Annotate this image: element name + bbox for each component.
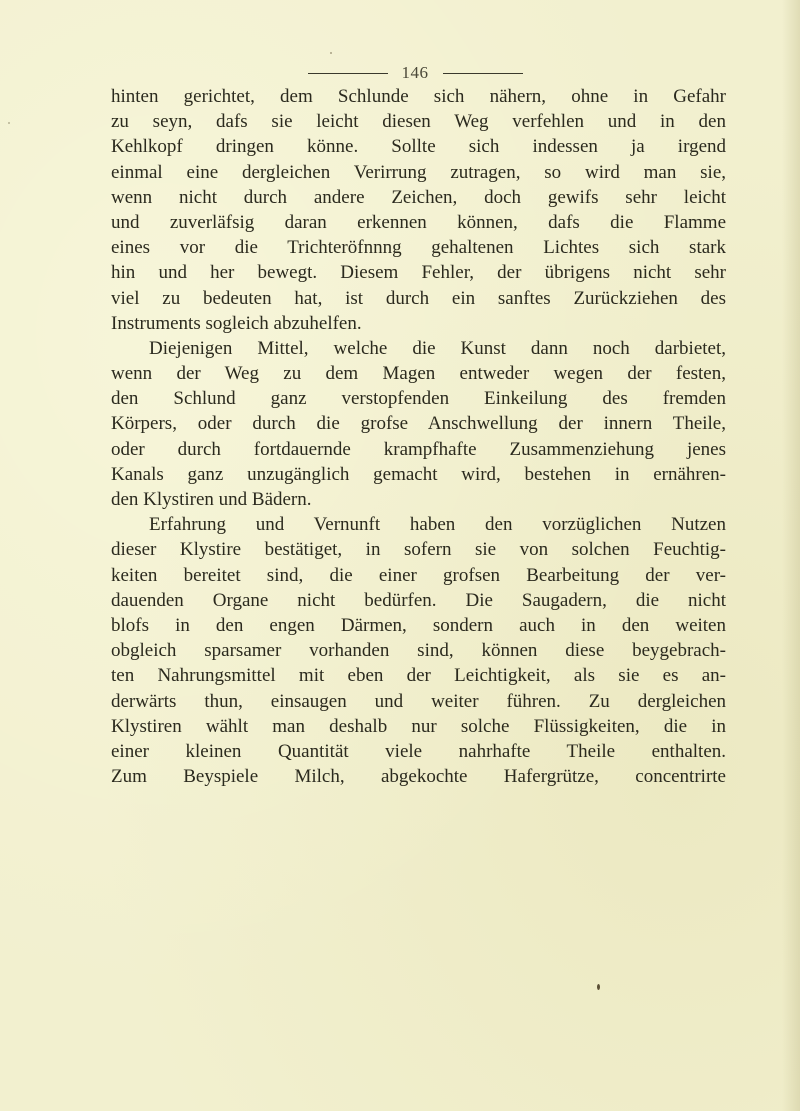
text-line: Kanals ganz unzugänglich gemacht wird, bestehen in ernähren- [111, 463, 726, 485]
text-line: Klystiren wählt man deshalb nur solche Flüssigkeiten, die in [111, 715, 726, 737]
text-line-paragraph-start: Diejenigen Mittel, welche die Kunst dann noch darbietet, [149, 337, 726, 359]
text-line: einmal eine dergleichen Verirrung zutragen, so wird man sie, [111, 161, 726, 183]
text-line: dauenden Organe nicht bedürfen. Die Saugadern, die nicht [111, 589, 726, 611]
header-rule-left [308, 73, 388, 74]
header-rule-right [443, 73, 523, 74]
text-line: keiten bereitet sind, die einer grofsen Bearbeitung der ver- [111, 564, 726, 586]
text-line: und zuverläfsig daran erkennen können, dafs die Flamme [111, 211, 726, 233]
text-line-paragraph-end: Instruments sogleich abzuhelfen. [111, 312, 362, 334]
text-line: obgleich sparsamer vorhanden sind, können diese beygebrach- [111, 640, 726, 662]
page-edge-shadow [782, 0, 800, 1111]
text-line: Körpers, oder durch die grofse Anschwellung der innern Theile, [111, 413, 726, 435]
text-line: den Schlund ganz verstopfenden Einkeilung des fremden [111, 388, 726, 410]
text-line: dieser Klystire bestätiget, in sofern sie von solchen Feuchtig- [111, 539, 726, 561]
text-line: viel zu bedeuten hat, ist durch ein sanftes Zurückziehen des [111, 287, 726, 309]
paper-speck [8, 122, 10, 124]
text-line: hin und her bewegt. Diesem Fehler, der übrigens nicht sehr [111, 262, 726, 284]
paper-speck [330, 52, 332, 54]
text-line: hinten gerichtet, dem Schlunde sich nähern, ohne in Gefahr [111, 86, 726, 107]
text-line: Zum Beyspiele Milch, abgekochte Hafergrütze, concentrirte [111, 766, 726, 788]
text-line: oder durch fortdauernde krampfhafte Zusammenziehung jenes [111, 438, 726, 460]
page-number: 146 [401, 63, 429, 82]
text-line: Kehlkopf dringen könne. Sollte sich indessen ja irgend [111, 136, 726, 158]
text-line: wenn der Weg zu dem Magen entweder wegen der festen, [111, 363, 726, 385]
text-line: zu seyn, dafs sie leicht diesen Weg verfehlen und in den [111, 111, 726, 133]
ink-speck [597, 984, 600, 990]
text-line: eines vor die Trichteröfnnng gehaltenen Lichtes sich stark [111, 237, 726, 259]
text-line-paragraph-start: Erfahrung und Vernunft haben den vorzüglichen Nutzen [149, 514, 726, 536]
running-head [290, 62, 540, 84]
text-line: blofs in den engen Därmen, sondern auch in den weiten [111, 614, 726, 636]
text-line: wenn nicht durch andere Zeichen, doch gewifs sehr leicht [111, 186, 726, 208]
body-text [111, 84, 726, 789]
text-line: derwärts thun, einsaugen und weiter führen. Zu dergleichen [111, 690, 726, 712]
text-line: einer kleinen Quantität viele nahrhafte Theile enthalten. [111, 740, 726, 762]
text-line: ten Nahrungsmittel mit eben der Leichtigkeit, als sie es an- [111, 665, 726, 687]
text-line-paragraph-end: den Klystiren und Bädern. [111, 489, 312, 510]
